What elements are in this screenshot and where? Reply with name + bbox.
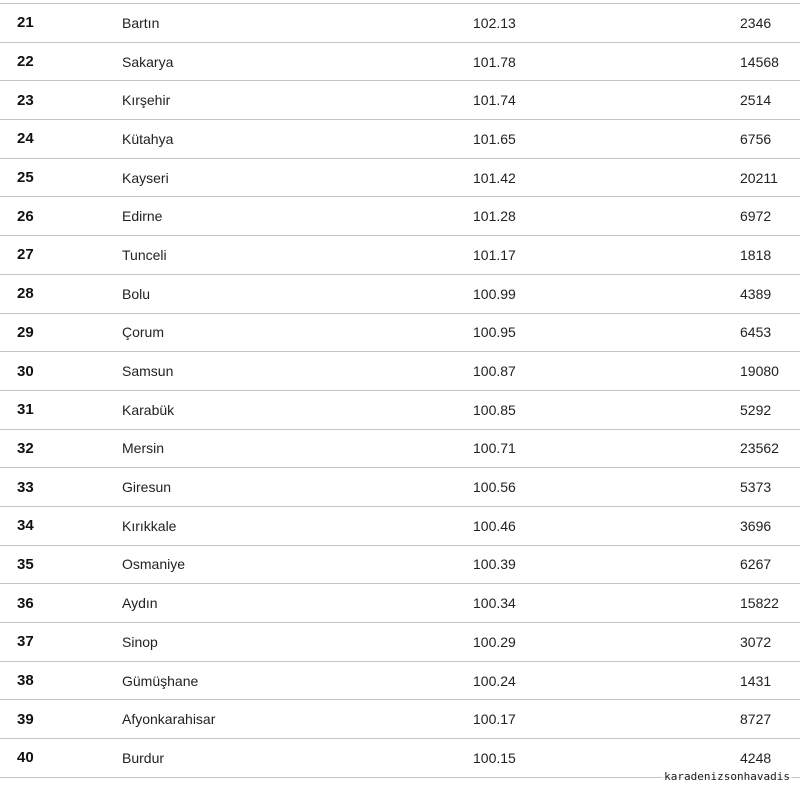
score-cell: 100.95	[473, 324, 516, 341]
score-cell: 101.17	[473, 246, 516, 263]
score-cell: 100.56	[473, 479, 516, 496]
count-cell: 1431	[740, 672, 772, 689]
table-row	[0, 468, 800, 507]
rank-cell: 38	[17, 672, 34, 690]
rank-cell: 26	[17, 207, 34, 225]
rank-cell: 21	[17, 14, 34, 32]
rank-cell: 30	[17, 362, 34, 380]
table-row	[0, 314, 800, 353]
score-cell: 102.13	[473, 14, 516, 31]
province-name-cell: Kırşehir	[122, 92, 171, 109]
province-name-cell: Mersin	[122, 440, 165, 457]
province-name-cell: Kayseri	[122, 169, 169, 186]
count-cell: 2346	[740, 14, 772, 31]
province-name-cell: Samsun	[122, 363, 174, 380]
count-cell: 6972	[740, 208, 772, 225]
rank-cell: 24	[17, 130, 34, 148]
table-row	[0, 662, 800, 701]
count-cell: 4248	[740, 749, 772, 766]
score-cell: 100.87	[473, 363, 516, 380]
count-cell: 3696	[740, 517, 772, 534]
rank-cell: 29	[17, 323, 34, 341]
score-cell: 100.39	[473, 556, 516, 573]
province-name-cell: Bartın	[122, 14, 160, 31]
province-name-cell: Aydın	[122, 595, 158, 612]
count-cell: 5292	[740, 401, 772, 418]
table-row	[0, 700, 800, 739]
score-cell: 100.46	[473, 517, 516, 534]
table-row	[0, 197, 800, 236]
table-row	[0, 352, 800, 391]
count-cell: 3072	[740, 633, 772, 650]
table-row	[0, 236, 800, 275]
rank-cell: 32	[17, 439, 34, 457]
rank-cell: 31	[17, 401, 34, 419]
province-name-cell: Gümüşhane	[122, 672, 199, 689]
count-cell: 8727	[740, 711, 772, 728]
count-cell: 20211	[740, 169, 778, 186]
rank-cell: 27	[17, 246, 34, 264]
rank-cell: 37	[17, 633, 34, 651]
rank-cell: 22	[17, 53, 34, 71]
count-cell: 15822	[740, 595, 779, 612]
province-name-cell: Çorum	[122, 324, 165, 341]
table-row	[0, 81, 800, 120]
score-cell: 101.42	[473, 169, 516, 186]
table-row	[0, 623, 800, 662]
count-cell: 6453	[740, 324, 772, 341]
rank-cell: 33	[17, 478, 34, 496]
count-cell: 14568	[740, 53, 779, 70]
count-cell: 2514	[740, 92, 772, 109]
province-name-cell: Kütahya	[122, 130, 174, 147]
table-row	[0, 391, 800, 430]
watermark: karadenizsonhavadis	[664, 770, 790, 783]
rank-cell: 28	[17, 285, 34, 303]
count-cell: 4389	[740, 285, 772, 302]
score-cell: 100.99	[473, 285, 516, 302]
province-name-cell: Sakarya	[122, 53, 174, 70]
province-name-cell: Osmaniye	[122, 556, 186, 573]
score-cell: 100.34	[473, 595, 516, 612]
rank-cell: 23	[17, 91, 34, 109]
score-cell: 100.85	[473, 401, 516, 418]
table-row	[0, 120, 800, 159]
score-cell: 100.71	[473, 440, 516, 457]
rank-cell: 25	[17, 169, 34, 187]
table-row	[0, 546, 800, 585]
table-row	[0, 159, 800, 198]
score-cell: 101.74	[473, 92, 516, 109]
province-name-cell: Kırıkkale	[122, 517, 177, 534]
score-cell: 100.24	[473, 672, 516, 689]
province-name-cell: Bolu	[122, 285, 151, 302]
table-row	[0, 507, 800, 546]
rank-cell: 36	[17, 594, 34, 612]
table-body	[0, 4, 800, 778]
count-cell: 6267	[740, 556, 772, 573]
table-row	[0, 430, 800, 469]
score-cell: 100.17	[473, 711, 516, 728]
rank-cell: 39	[17, 710, 34, 728]
rank-cell: 40	[17, 749, 34, 767]
province-name-cell: Afyonkarahisar	[122, 711, 216, 728]
province-name-cell: Tunceli	[122, 246, 167, 263]
province-name-cell: Burdur	[122, 749, 165, 766]
province-name-cell: Edirne	[122, 208, 163, 225]
count-cell: 1818	[740, 246, 772, 263]
count-cell: 19080	[740, 363, 779, 380]
score-cell: 101.28	[473, 208, 516, 225]
score-cell: 101.78	[473, 53, 516, 70]
province-name-cell: Karabük	[122, 401, 175, 418]
count-cell: 5373	[740, 479, 772, 496]
count-cell: 6756	[740, 130, 772, 147]
count-cell: 23562	[740, 440, 779, 457]
table-row	[0, 275, 800, 314]
score-cell: 101.65	[473, 130, 516, 147]
score-cell: 100.15	[473, 749, 516, 766]
table-row	[0, 584, 800, 623]
table-row	[0, 4, 800, 43]
province-name-cell: Giresun	[122, 479, 172, 496]
rank-cell: 35	[17, 555, 34, 573]
rank-cell: 34	[17, 517, 34, 535]
score-cell: 100.29	[473, 633, 516, 650]
table-row	[0, 43, 800, 82]
province-name-cell: Sinop	[122, 633, 158, 650]
